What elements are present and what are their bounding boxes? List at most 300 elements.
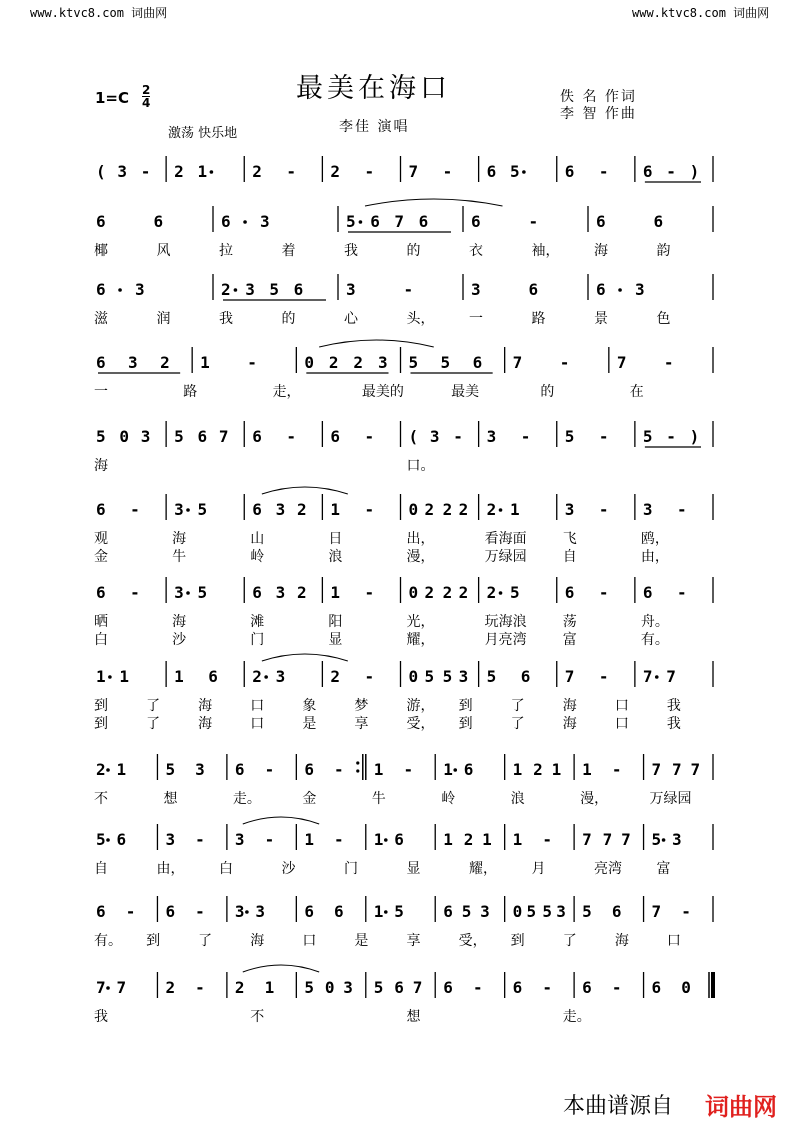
dotted-rhythm-dot: [118, 288, 122, 292]
score-note: 5: [346, 212, 356, 231]
score-note: 7: [512, 353, 523, 372]
score-note: 2: [486, 500, 497, 519]
score-note: 5: [440, 353, 451, 372]
time-signature-top: 2: [142, 83, 151, 97]
score-note: 3: [245, 280, 255, 299]
dotted-rhythm-dot: [106, 768, 110, 772]
score-note: -: [676, 500, 687, 519]
score-note: 5: [269, 280, 280, 299]
lyric-syllable: 滋: [94, 311, 108, 327]
score-note: 2: [234, 978, 245, 997]
lyric-syllable: 到: [146, 933, 161, 949]
dotted-rhythm-dot: [499, 508, 503, 512]
score-note: 6: [653, 212, 664, 231]
score-note: 3: [275, 500, 286, 519]
composer-credit: 李 智 作曲: [560, 106, 637, 122]
score-note: 5: [424, 667, 435, 686]
score-note: 6: [394, 830, 404, 849]
score-note: 7: [651, 902, 662, 921]
score-note: 3: [642, 500, 653, 519]
lyric-syllable: 一: [94, 384, 108, 400]
score-note: 3: [275, 667, 286, 686]
score-note: 1: [96, 667, 106, 686]
score-note: -: [663, 353, 674, 372]
score-note: 7: [602, 830, 613, 849]
score-note: -: [130, 500, 140, 519]
score-note: 3: [255, 902, 266, 921]
score-note: 5: [486, 667, 497, 686]
lyric-syllable: 口: [250, 698, 265, 714]
score-note: -: [611, 978, 622, 997]
lyric-syllable: 口: [302, 933, 317, 949]
score-note: 6: [304, 902, 314, 921]
score-note: 3: [346, 280, 356, 299]
dotted-rhythm-dot: [264, 675, 268, 679]
score-note: 5: [394, 902, 404, 921]
slur-arc: [262, 487, 348, 494]
score-note: 3: [195, 760, 205, 779]
lyric-syllable: 富: [656, 861, 671, 877]
dotted-rhythm-dot: [108, 675, 112, 679]
score-note: 6: [96, 583, 106, 602]
lyric-syllable: 我: [666, 698, 681, 714]
lyric-syllable-verse2: 口: [614, 716, 629, 732]
score-note: -: [598, 583, 609, 602]
score-note: 6: [564, 162, 575, 181]
lyric-syllable: 不: [250, 1009, 265, 1025]
score-note: 5: [373, 978, 384, 997]
score-note: 5: [96, 427, 106, 446]
score-note: ): [689, 427, 700, 446]
lyric-syllable: 衣: [469, 243, 483, 259]
dotted-rhythm-dot: [384, 910, 388, 914]
score-note: 0: [408, 667, 419, 686]
lyric-syllable: 阳: [328, 614, 343, 630]
lyric-syllable: 亮湾: [594, 861, 622, 877]
lyric-syllable-verse2: 门: [250, 632, 265, 648]
score-note: 6: [418, 212, 429, 231]
score-note: 6: [165, 902, 176, 921]
lyricist-credit: 佚 名 作词: [560, 89, 637, 105]
score-note: 6: [642, 583, 653, 602]
score-note: 6: [394, 978, 404, 997]
lyric-syllable: 想: [406, 1009, 421, 1025]
score-note: 7: [96, 978, 106, 997]
score-note: 1: [512, 760, 523, 779]
score-note: 3: [174, 583, 184, 602]
lyric-syllable: 滩: [250, 614, 265, 630]
score-note: 6: [304, 760, 314, 779]
score-note: 3: [174, 500, 184, 519]
lyric-syllable-verse2: 我: [666, 716, 681, 732]
score-note: -: [364, 500, 375, 519]
score-note: -: [598, 427, 609, 446]
score-note: 6: [651, 978, 662, 997]
score-note: 5: [642, 427, 653, 446]
score-note: 5: [174, 427, 184, 446]
lyric-syllable: 享: [406, 933, 421, 949]
lyric-syllable: 的: [281, 311, 296, 327]
score-note: 2: [297, 500, 307, 519]
lyric-syllable: 显: [406, 861, 421, 877]
score-note: 7: [651, 760, 662, 779]
lyric-syllable: 口。: [406, 458, 435, 474]
score-note: 2: [486, 583, 497, 602]
score-note: 2: [424, 500, 435, 519]
score-note: -: [598, 500, 609, 519]
score-note: -: [264, 760, 275, 779]
dotted-rhythm-dot: [234, 288, 238, 292]
score-note: 1: [373, 760, 384, 779]
lyric-syllable: 受，: [458, 933, 487, 949]
slur-arc: [243, 965, 319, 972]
lyric-syllable: 路: [183, 384, 198, 400]
score-note: -: [666, 162, 676, 181]
score-note: 5: [165, 760, 176, 779]
score-note: 3: [486, 427, 497, 446]
lyric-syllable: 海: [198, 698, 213, 714]
score-note: 6: [611, 902, 622, 921]
dotted-rhythm-dot: [499, 591, 503, 595]
dotted-rhythm-dot: [106, 986, 110, 990]
lyric-syllable: 月: [531, 861, 546, 877]
lyric-syllable: 口: [614, 698, 629, 714]
score-note: 1: [443, 760, 453, 779]
score-note: -: [442, 162, 453, 181]
lyric-syllable: 白: [219, 861, 233, 877]
score-note: 2: [442, 500, 453, 519]
score-note: -: [195, 902, 205, 921]
score-note: 3: [260, 212, 270, 231]
score-note: -: [195, 830, 205, 849]
score-note: 1: [119, 667, 130, 686]
slur-arc: [319, 340, 434, 347]
lyric-syllable: 风: [156, 243, 171, 259]
score-note: -: [681, 902, 691, 921]
lyric-syllable: 的: [540, 384, 555, 400]
lyric-syllable: 舟。: [640, 614, 669, 630]
score-note: 7: [642, 667, 653, 686]
score-note: 6: [564, 583, 575, 602]
dotted-rhythm-dot: [384, 838, 388, 842]
lyric-syllable-verse2: 白: [94, 632, 108, 648]
score-note: 5: [442, 667, 453, 686]
score-note: 1: [510, 500, 520, 519]
lyric-syllable: 到: [458, 698, 473, 714]
score-note: 2: [165, 978, 176, 997]
score-note: -: [666, 427, 676, 446]
song-title: 最美在海口: [296, 73, 451, 104]
score-note: 5: [408, 353, 419, 372]
slur-arc: [365, 199, 503, 206]
lyric-syllable: 拉: [219, 243, 233, 259]
score-note: 6: [472, 353, 483, 372]
lyric-syllable: 了: [510, 698, 525, 714]
score-note: 7: [408, 162, 419, 181]
score-note: 3: [234, 830, 245, 849]
lyric-syllable: 我: [219, 311, 233, 327]
score-note: 2: [458, 500, 469, 519]
score-note: 2: [328, 353, 339, 372]
score-note: 6: [463, 760, 474, 779]
lyric-syllable: 色: [656, 311, 671, 327]
score-note: 6: [116, 830, 127, 849]
dotted-rhythm-dot: [359, 220, 363, 224]
lyric-syllable-verse2: 受，: [406, 716, 435, 732]
lyric-syllable: 润: [156, 311, 171, 327]
lyric-syllable: 的: [406, 243, 421, 259]
lyric-syllable: 我: [94, 1009, 108, 1025]
score-note: 5: [510, 583, 520, 602]
lyric-syllable: 头，: [406, 311, 435, 327]
lyric-syllable-verse2: 金: [94, 549, 108, 565]
dotted-rhythm-dot: [186, 591, 190, 595]
score-note: 0: [119, 427, 130, 446]
score-note: 2: [252, 667, 262, 686]
score-note: 6: [486, 162, 497, 181]
score-note: -: [364, 427, 375, 446]
dotted-rhythm-dot: [662, 838, 666, 842]
score-note: 3: [128, 353, 138, 372]
score-note: -: [542, 978, 553, 997]
score-note: 3: [165, 830, 176, 849]
dotted-rhythm-dot: [618, 288, 622, 292]
lyric-syllable: 在: [629, 384, 644, 400]
dotted-rhythm-dot: [210, 170, 214, 174]
lyric-syllable: 海: [250, 933, 265, 949]
score-note: 3: [564, 500, 575, 519]
lyric-syllable: 门: [344, 861, 358, 877]
score-note: 6: [370, 212, 380, 231]
score-note: 6: [596, 280, 606, 299]
lyric-syllable: 袖，: [531, 243, 560, 259]
lyric-syllable-verse2: 有。: [640, 632, 669, 648]
lyric-syllable: 到: [510, 933, 525, 949]
score-note: 6: [96, 500, 106, 519]
score-note: 1: [512, 830, 523, 849]
score-note: 3: [672, 830, 682, 849]
lyric-syllable: 出，: [406, 531, 435, 547]
dotted-rhythm-dot: [655, 675, 659, 679]
lyric-syllable-verse2: 万绿园: [484, 549, 527, 565]
score-note: 6: [520, 667, 531, 686]
score-note: 6: [330, 427, 341, 446]
lyric-syllable: 海: [172, 531, 187, 547]
score-note: -: [364, 583, 375, 602]
lyric-syllable: 岭: [441, 791, 456, 807]
score-note: 1: [373, 830, 384, 849]
score-note: 6: [252, 583, 262, 602]
score-note: 5: [510, 162, 520, 181]
lyric-syllable-verse2: 享: [354, 716, 369, 732]
lyric-syllable-verse2: 海: [562, 716, 577, 732]
lyric-syllable-verse2: 耀，: [406, 632, 435, 648]
score-note: (: [408, 427, 419, 446]
tempo-marking: 激荡 快乐地: [168, 126, 238, 141]
score-note: 6: [528, 280, 539, 299]
score-note: -: [472, 978, 483, 997]
score-note: -: [676, 583, 687, 602]
score-note: 0: [681, 978, 691, 997]
score-note: 1: [304, 830, 314, 849]
lyric-syllable-verse2: 是: [302, 716, 317, 732]
score-note: 5: [461, 902, 472, 921]
footer-site-name: 词曲网: [705, 1093, 777, 1121]
score-note: 1: [174, 667, 184, 686]
lyric-syllable: 日: [328, 531, 343, 547]
score-note: 7: [690, 760, 701, 779]
score-note: 6: [512, 978, 523, 997]
watermark-left: www.ktvc8.com 词曲网: [30, 6, 168, 20]
score-note: (: [96, 162, 106, 181]
score-note: 6: [443, 978, 453, 997]
lyric-syllable: 海: [94, 458, 108, 474]
repeat-dot: [356, 761, 359, 764]
lyric-syllable: 到: [94, 698, 108, 714]
score-note: 1: [373, 902, 384, 921]
score-note: 2: [424, 583, 435, 602]
lyric-syllable: 象: [302, 698, 317, 714]
lyric-syllable: 椰: [94, 243, 108, 259]
score-note: 3: [480, 902, 490, 921]
lyric-syllable-verse2: 海: [198, 716, 213, 732]
time-signature-bottom: 4: [142, 96, 151, 110]
score-note: -: [520, 427, 531, 446]
score-note: 5: [542, 902, 553, 921]
score-note: 6: [252, 500, 262, 519]
score-note: -: [130, 583, 140, 602]
score-note: 3: [471, 280, 481, 299]
score-note: 0: [408, 500, 419, 519]
score-note: 5: [651, 830, 662, 849]
repeat-dot: [356, 769, 359, 772]
score-note: 0: [408, 583, 419, 602]
score-note: -: [542, 830, 553, 849]
score-note: 1: [330, 500, 341, 519]
score-note: 7: [666, 667, 676, 686]
lyric-syllable: 不: [94, 791, 108, 807]
lyric-syllable-verse2: 浪: [328, 549, 343, 565]
lyric-syllable: 耀，: [469, 861, 497, 877]
lyric-syllable: 光，: [406, 614, 435, 630]
score-note: 3: [135, 280, 145, 299]
lyric-syllable-verse2: 口: [250, 716, 265, 732]
score-note: 2: [160, 353, 170, 372]
lyric-syllable: 海: [594, 243, 608, 259]
score-note: -: [334, 760, 344, 779]
lyric-syllable-verse2: 到: [94, 716, 108, 732]
score-note: 7: [116, 978, 127, 997]
lyric-syllable: 海: [614, 933, 629, 949]
lyric-syllable: 了: [198, 933, 213, 949]
lyric-syllable: 口: [666, 933, 681, 949]
lyric-syllable: 浪: [510, 791, 525, 807]
score-note: 2: [533, 760, 543, 779]
score-note: 3: [275, 583, 286, 602]
score-note: 6: [642, 162, 653, 181]
score-note: -: [528, 212, 539, 231]
score-note: 2: [442, 583, 453, 602]
score-note: 7: [564, 667, 575, 686]
lyric-syllable: 海: [172, 614, 187, 630]
lyric-syllable: 沙: [281, 861, 296, 877]
score-note: -: [247, 353, 257, 372]
lyric-syllable-verse2: 牛: [172, 549, 187, 565]
dotted-rhythm-dot: [453, 768, 457, 772]
score-note: 6: [293, 280, 304, 299]
score-note: 6: [96, 280, 106, 299]
score-note: 6: [252, 427, 262, 446]
score-note: 7: [672, 760, 682, 779]
lyric-syllable: 了: [146, 698, 161, 714]
score-note: -: [195, 978, 205, 997]
score-note: 0: [304, 353, 314, 372]
score-note: 1: [197, 162, 208, 181]
lyric-syllable: 想: [163, 791, 178, 807]
lyric-syllable: 由，: [156, 861, 185, 877]
dotted-rhythm-dot: [186, 508, 190, 512]
score-note: -: [334, 830, 344, 849]
score-note: 1: [330, 583, 341, 602]
lyric-syllable: 观: [94, 531, 108, 547]
score-note: 1: [264, 978, 275, 997]
lyric-syllable: 走，: [272, 384, 301, 400]
lyric-syllable: 海: [562, 698, 577, 714]
score-note: -: [286, 427, 296, 446]
score-note: -: [364, 162, 375, 181]
slur-arc: [262, 654, 348, 661]
score-note: -: [140, 162, 151, 181]
lyric-syllable: 晒: [94, 614, 108, 630]
score-note: -: [598, 162, 609, 181]
score-note: -: [559, 353, 570, 372]
lyric-syllable: 牛: [371, 791, 386, 807]
key-signature: 1=C: [95, 89, 130, 107]
score-note: 5: [96, 830, 106, 849]
dotted-rhythm-dot: [243, 220, 247, 224]
score-note: 7: [621, 830, 631, 849]
score-note: 2: [330, 667, 341, 686]
lyric-syllable: 心: [344, 311, 358, 327]
lyric-syllable-verse2: 显: [328, 632, 343, 648]
lyric-syllable: 飞: [562, 531, 577, 547]
score-note: 2: [96, 760, 106, 779]
score-note: 2: [221, 280, 231, 299]
score-note: -: [453, 427, 463, 446]
score-note: 6: [96, 353, 106, 372]
score-note: -: [286, 162, 296, 181]
lyric-syllable: 看海面: [484, 531, 527, 547]
score-note: 1: [443, 830, 453, 849]
score-note: 5: [197, 583, 208, 602]
score-note: 6: [96, 212, 106, 231]
score-note: 3: [234, 902, 245, 921]
score-note: 2: [297, 583, 307, 602]
lyric-syllable: 了: [562, 933, 577, 949]
lyric-syllable: 景: [594, 311, 608, 327]
lyric-syllable: 万绿园: [649, 791, 692, 807]
lyric-syllable: 荡: [562, 614, 577, 630]
score-note: 3: [635, 280, 645, 299]
score-note: 7: [616, 353, 627, 372]
score-note: -: [611, 760, 622, 779]
score-note: 2: [353, 353, 364, 372]
slur-arc: [243, 817, 319, 824]
lyric-syllable: 韵: [656, 243, 671, 259]
score-note: 2: [174, 162, 184, 181]
score-note: 5: [304, 978, 314, 997]
lyric-syllable-verse2: 岭: [250, 549, 265, 565]
